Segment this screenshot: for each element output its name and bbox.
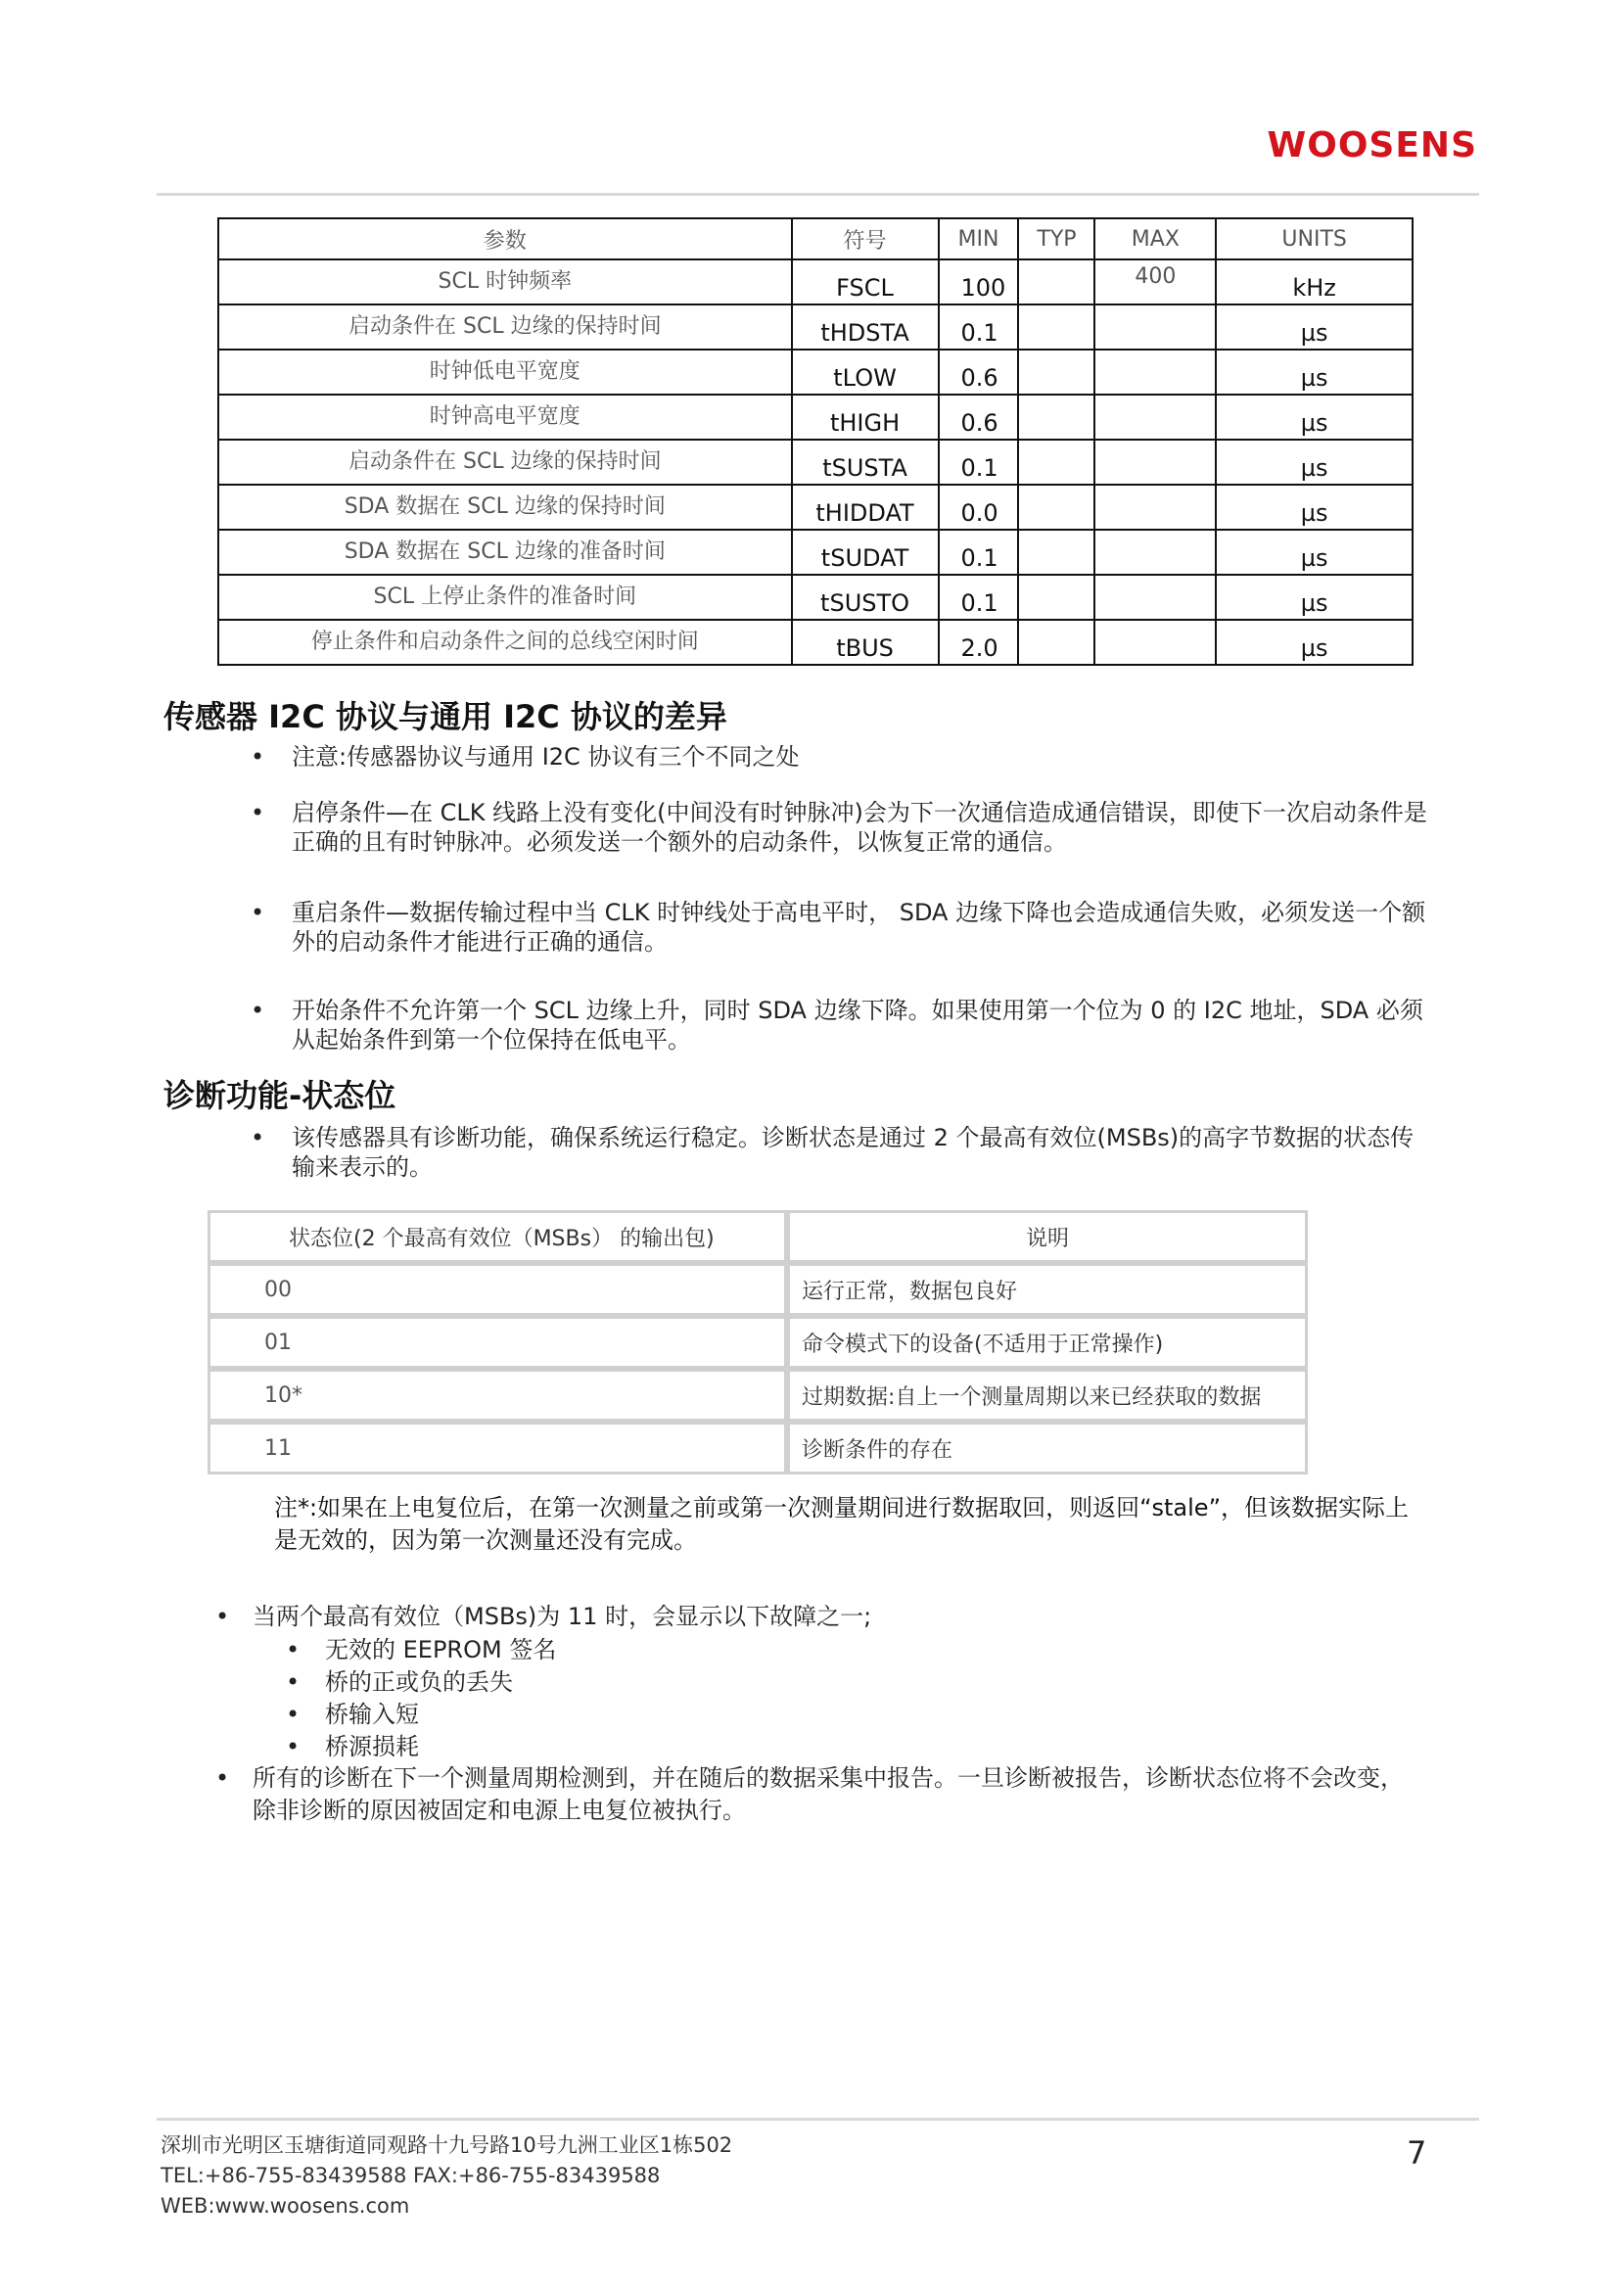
list-item: • 启停条件—在 CLK 线路上没有变化(中间没有时钟脉冲)会为下一次通信造成通信错误，即使下一次启动条件是正确的且有时钟脉冲。必须发送一个额外的启动条件，以恢复正常的通信。 [251, 799, 1427, 856]
list-item: • 该传感器具有诊断功能，确保系统运行稳定。诊断状态是通过 2 个最高有效位(MSBs)的高字节数据的状态传输来表示的。 [251, 1124, 1415, 1181]
table-row [208, 1422, 1308, 1474]
bullet-icon: • [286, 1733, 301, 1760]
col-header-max: MAX [1094, 218, 1216, 259]
list-item: • 当两个最高有效位（MSBs)为 11 时，会显示以下故障之一; [215, 1603, 872, 1630]
unit-cell: µs [1216, 485, 1413, 530]
bullet-icon: • [251, 743, 265, 771]
param-cell: 时钟高电平宽度 [218, 395, 792, 440]
table-header-row [208, 1210, 1308, 1263]
table-row [218, 304, 1413, 350]
typ-cell [1018, 350, 1094, 395]
table-row [218, 530, 1413, 575]
typ-cell [1018, 304, 1094, 350]
min-cell: 0.6 [939, 395, 1019, 440]
min-cell: 0.1 [939, 530, 1019, 575]
param-cell: 时钟低电平宽度 [218, 350, 792, 395]
footer-address: 深圳市光明区玉塘街道同观路十九号路10号九洲工业区1栋502 [161, 2133, 733, 2157]
unit-cell: µs [1216, 575, 1413, 620]
col-header-min: MIN [939, 218, 1019, 259]
bullet-icon: • [251, 899, 265, 926]
unit-cell: µs [1216, 395, 1413, 440]
table-header-row [218, 218, 1413, 259]
unit-cell: µs [1216, 304, 1413, 350]
unit-cell: µs [1216, 440, 1413, 485]
status-bits-table [208, 1210, 1308, 1474]
timing-table [217, 217, 1414, 666]
i2c-differences-list [251, 742, 1435, 772]
table-row [218, 575, 1413, 620]
page-number: 7 [1407, 2134, 1427, 2172]
footer [161, 2130, 732, 2222]
symbol-cell: tLOW [792, 350, 939, 395]
col-header-description: 说明 [787, 1210, 1308, 1263]
table-row [218, 440, 1413, 485]
table-row [218, 395, 1413, 440]
status-desc-cell: 运行正常，数据包良好 [787, 1263, 1308, 1316]
list-item: • 所有的诊断在下一个测量周期检测到，并在随后的数据采集中报告。一旦诊断被报告，诊断状态位将不会改变， 除非诊断的原因被固定和电源上电复位被执行。 [215, 1764, 1404, 1824]
fault-final-list [215, 1762, 1419, 1827]
min-cell: 2.0 [939, 620, 1019, 665]
list-item: • 注意:传感器协议与通用 I2C 协议有三个不同之处 [251, 743, 800, 771]
bullet-icon: • [286, 1636, 301, 1663]
typ-cell [1018, 530, 1094, 575]
max-cell [1094, 395, 1216, 440]
bullet-icon: • [215, 1764, 230, 1792]
col-header-units: UNITS [1216, 218, 1413, 259]
col-header-param: 参数 [218, 218, 792, 259]
param-cell: SDA 数据在 SCL 边缘的准备时间 [218, 530, 792, 575]
bullet-icon: • [251, 997, 265, 1024]
max-cell [1094, 620, 1216, 665]
min-cell: 100 [939, 259, 1019, 304]
unit-cell: µs [1216, 350, 1413, 395]
bullet-icon: • [251, 799, 265, 826]
table-row [218, 485, 1413, 530]
table-row [218, 620, 1413, 665]
table-row [208, 1369, 1308, 1422]
bullet-icon: • [286, 1668, 301, 1696]
status-desc-cell: 过期数据:自上一个测量周期以来已经获取的数据 [787, 1369, 1308, 1422]
typ-cell [1018, 259, 1094, 304]
param-cell: SCL 上停止条件的准备时间 [218, 575, 792, 620]
list-item: • 无效的 EEPROM 签名 [286, 1634, 1167, 1666]
col-header-symbol: 符号 [792, 218, 939, 259]
max-cell [1094, 575, 1216, 620]
section-title-i2c-differences: 传感器 I2C 协议与通用 I2C 协议的差异 [163, 698, 727, 735]
status-desc-cell: 命令模式下的设备(不适用于正常操作) [787, 1316, 1308, 1369]
footer-divider [157, 2118, 1479, 2121]
list-item: • 开始条件不允许第一个 SCL 边缘上升，同时 SDA 边缘下降。如果使用第一个位为 0 的 I2C 地址，SDA 必须从起始条件到第一个位保持在低电平。 [251, 997, 1423, 1053]
typ-cell [1018, 575, 1094, 620]
status-bits-list [251, 1123, 1435, 1182]
status-code-cell: 01 [208, 1316, 787, 1369]
status-desc-cell: 诊断条件的存在 [787, 1422, 1308, 1474]
symbol-cell: tSUDAT [792, 530, 939, 575]
list-item: • 重启条件—数据传输过程中当 CLK 时钟线处于高电平时， SDA 边缘下降也会造成通信失败，必须发送一个额外的启动条件才能进行正确的通信。 [251, 899, 1426, 956]
unit-cell: µs [1216, 530, 1413, 575]
col-header-status: 状态位(2 个最高有效位（MSBs） 的输出包) [208, 1210, 787, 1263]
typ-cell [1018, 395, 1094, 440]
col-header-typ: TYP [1018, 218, 1094, 259]
i2c-differences-list [251, 898, 1435, 957]
typ-cell [1018, 440, 1094, 485]
section-title-status-bits: 诊断功能-状态位 [163, 1077, 396, 1114]
symbol-cell: tBUS [792, 620, 939, 665]
max-cell [1094, 350, 1216, 395]
table-row [218, 259, 1413, 304]
symbol-cell: tHIGH [792, 395, 939, 440]
param-cell: 启动条件在 SCL 边缘的保持时间 [218, 440, 792, 485]
fault-intro-list [215, 1602, 1429, 1631]
bullet-icon: • [286, 1701, 301, 1728]
typ-cell [1018, 620, 1094, 665]
unit-cell: kHz [1216, 259, 1413, 304]
i2c-differences-list [251, 798, 1435, 857]
status-code-cell: 00 [208, 1263, 787, 1316]
param-cell: 停止条件和启动条件之间的总线空闲时间 [218, 620, 792, 665]
symbol-cell: tHIDDAT [792, 485, 939, 530]
list-item: • 桥源损耗 [286, 1731, 1167, 1763]
symbol-cell: tSUSTA [792, 440, 939, 485]
max-cell [1094, 485, 1216, 530]
bullet-icon: • [215, 1603, 230, 1630]
min-cell: 0.6 [939, 350, 1019, 395]
unit-cell: µs [1216, 620, 1413, 665]
max-cell [1094, 530, 1216, 575]
min-cell: 0.1 [939, 575, 1019, 620]
status-code-cell: 10* [208, 1369, 787, 1422]
fault-list [286, 1634, 1167, 1763]
max-cell: 400 [1094, 259, 1216, 304]
stale-data-note: 注*:如果在上电复位后，在第一次测量之前或第一次测量期间进行数据取回，则返回“stale”，但该数据实际上是无效的，因为第一次测量还没有完成。 [274, 1494, 1410, 1554]
i2c-differences-list [251, 996, 1435, 1054]
footer-phone: TEL:+86-755-83439588 FAX:+86-755-83439588 [161, 2164, 661, 2187]
min-cell: 0.0 [939, 485, 1019, 530]
status-code-cell: 11 [208, 1422, 787, 1474]
param-cell: SCL 时钟频率 [218, 259, 792, 304]
table-row [208, 1263, 1308, 1316]
list-item: • 桥的正或负的丢失 [286, 1666, 1167, 1699]
symbol-cell: tHDSTA [792, 304, 939, 350]
bullet-icon: • [251, 1124, 265, 1151]
woosens-logo: WOOSENS [1267, 125, 1477, 165]
min-cell: 0.1 [939, 440, 1019, 485]
header-divider [157, 193, 1479, 196]
param-cell: SDA 数据在 SCL 边缘的保持时间 [218, 485, 792, 530]
param-cell: 启动条件在 SCL 边缘的保持时间 [218, 304, 792, 350]
footer-web: WEB:www.woosens.com [161, 2194, 410, 2218]
max-cell [1094, 304, 1216, 350]
max-cell [1094, 440, 1216, 485]
symbol-cell: tSUSTO [792, 575, 939, 620]
symbol-cell: FSCL [792, 259, 939, 304]
table-row [208, 1316, 1308, 1369]
typ-cell [1018, 485, 1094, 530]
table-row [218, 350, 1413, 395]
min-cell: 0.1 [939, 304, 1019, 350]
list-item: • 桥输入短 [286, 1699, 1167, 1731]
